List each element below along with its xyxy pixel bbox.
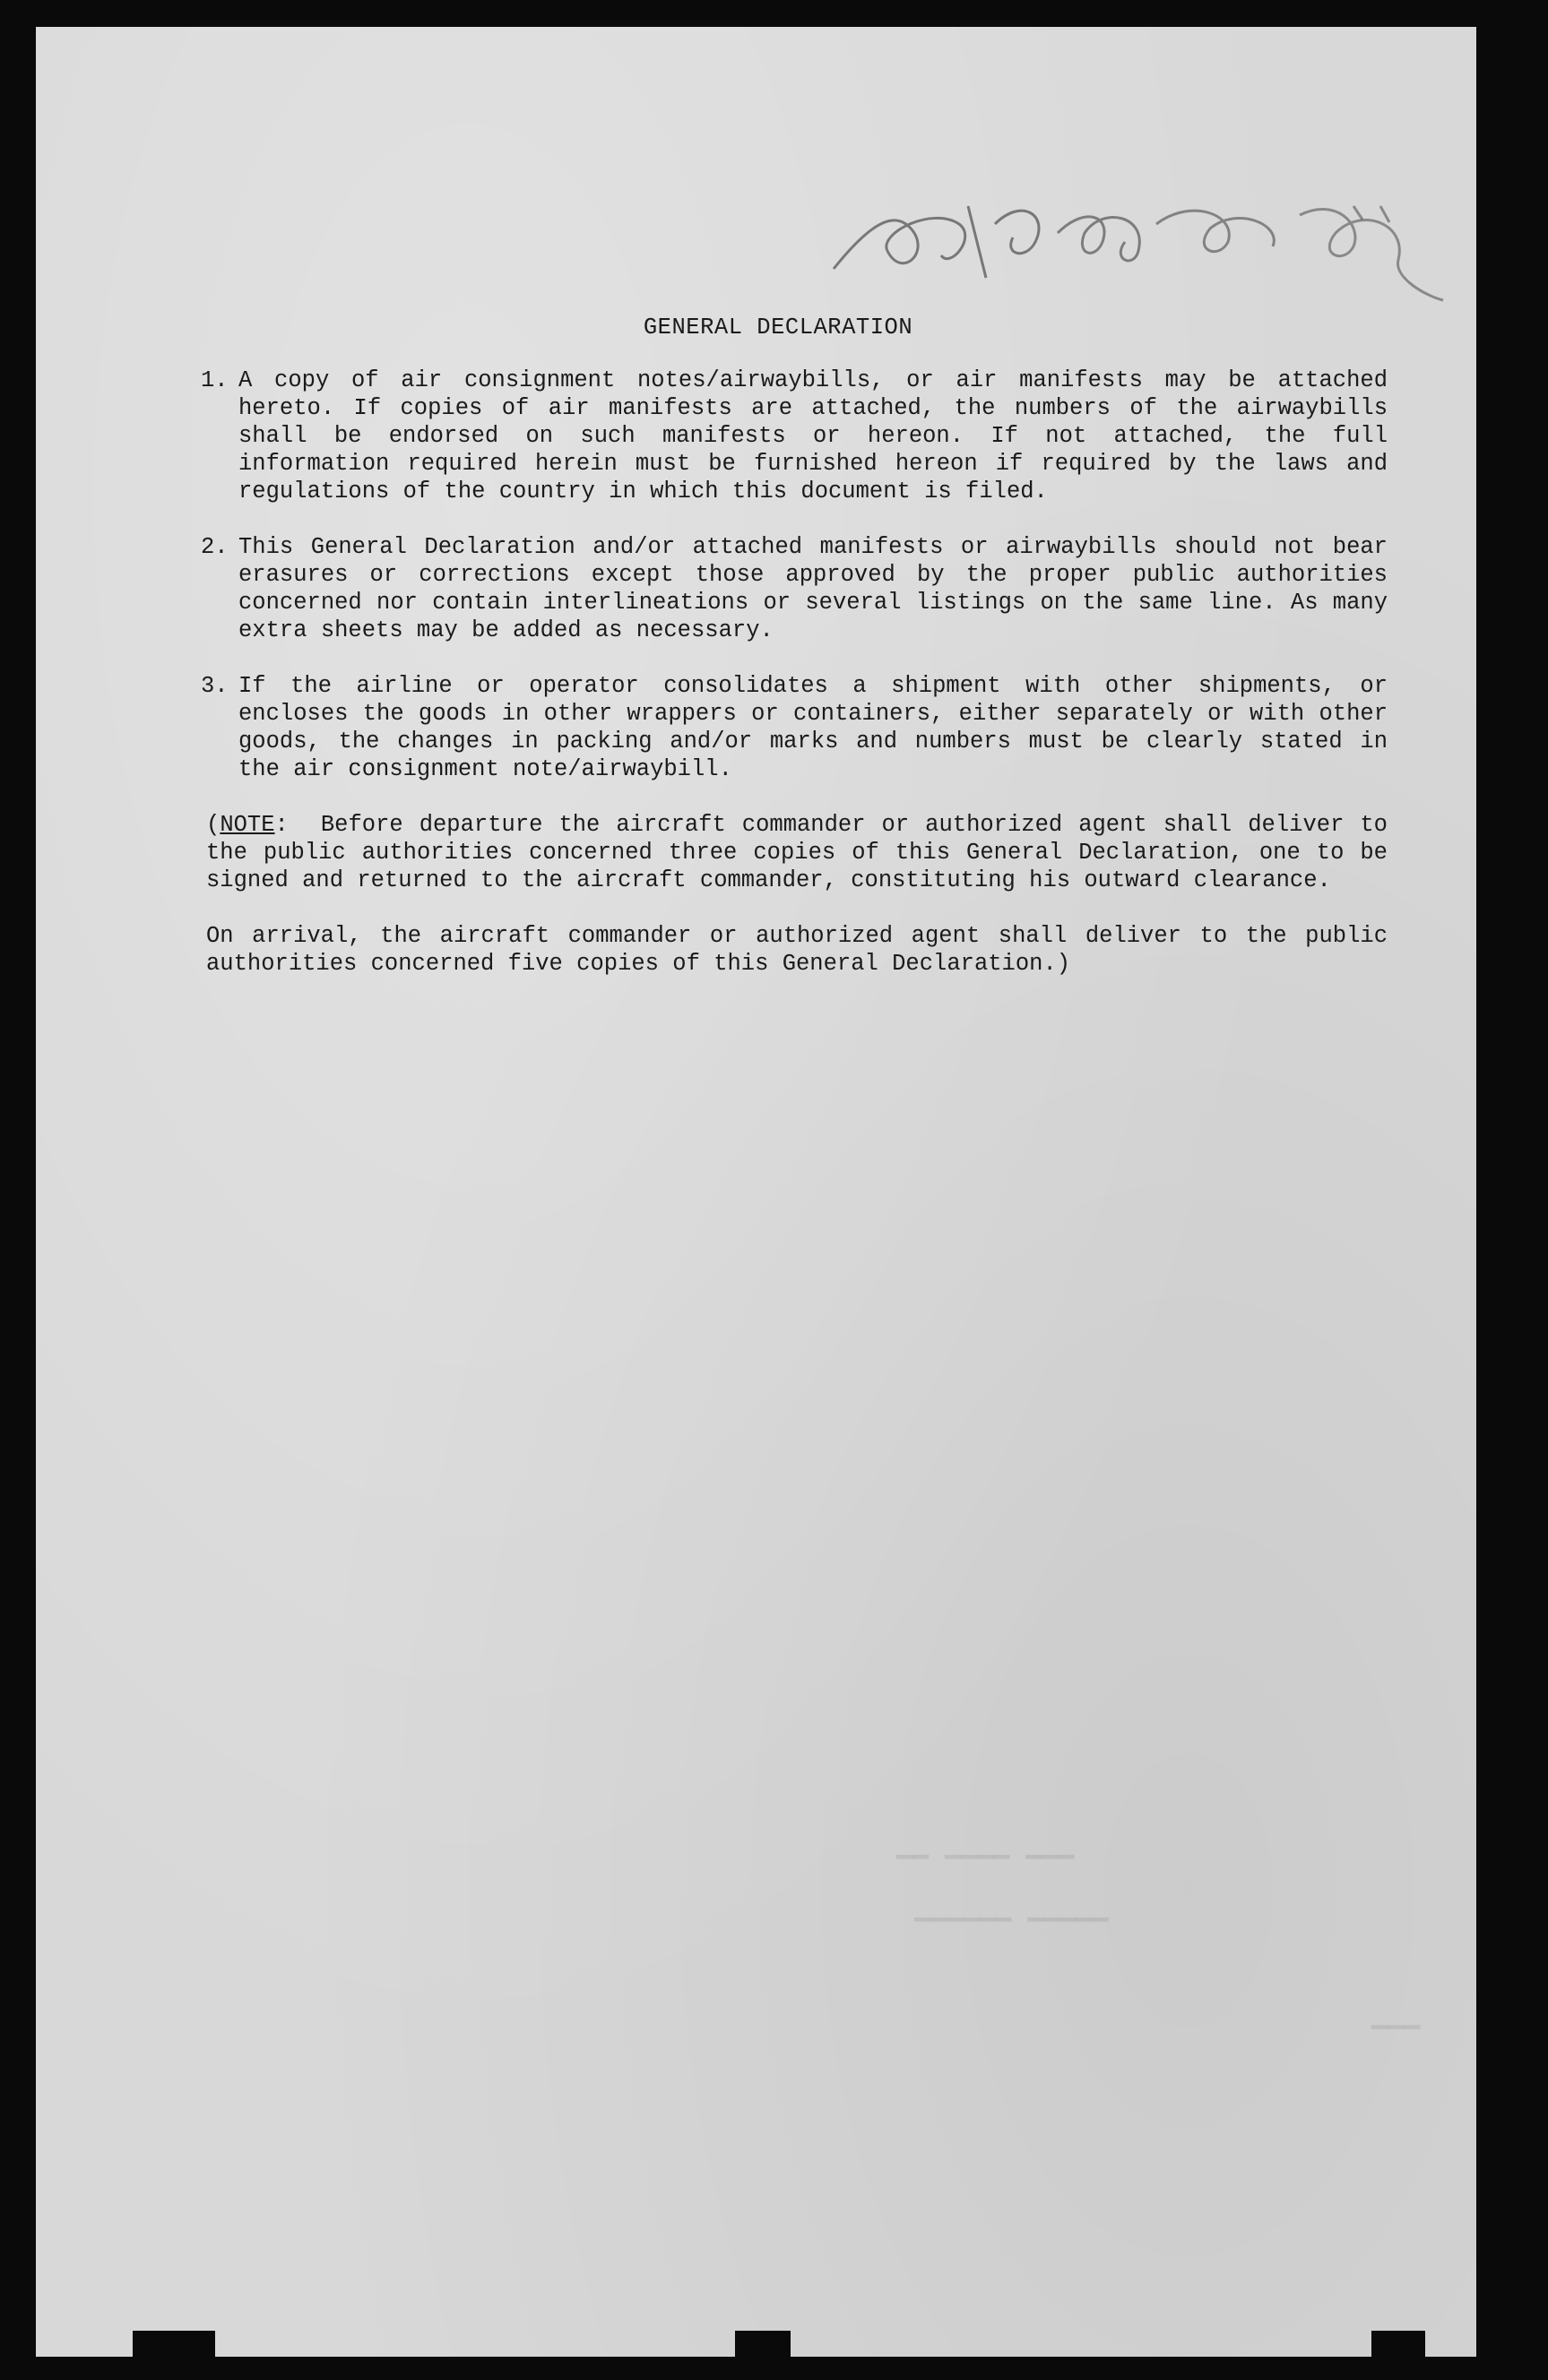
note-label: NOTE (220, 812, 275, 838)
instruction-item-1 (169, 366, 1388, 505)
item-number: 3. (201, 673, 229, 699)
bleedthrough-text: ▁▁▁▁▁ ▁▁▁▁▁▁ (914, 1893, 1109, 1924)
signature-scrawl-icon (816, 170, 1461, 305)
note-separator: : (274, 812, 289, 838)
note-departure-text: Before departure the aircraft commander or authorized agent shall deliver to the public authorities concerned three copies of this General Declaration, one to be signed and returned to the aircraft commander, constituting his outward clearance. (206, 812, 1388, 893)
scan-edge-mark (1371, 2331, 1425, 2380)
note-arrival: On arrival, the aircraft commander or authorized agent shall deliver to the public authorities concerned five copies of this General Declaration.) (206, 923, 1388, 977)
document-title: GENERAL DECLARATION (643, 315, 913, 341)
item-text: This General Declaration and/or attached manifests or airwaybills should not bear erasures or corrections except those approved by the proper public authorities concerned nor contain interlineations or several listings on the same line. As many extra sheets may be added as necessary. (238, 534, 1388, 643)
instruction-item-3 (169, 672, 1388, 783)
bleedthrough-text: ▁▁▁ ▁▁▁▁ ▁▁ (896, 1831, 1075, 1861)
bleedthrough-text: ▁▁▁ (1371, 2001, 1421, 2031)
scan-edge-mark (735, 2331, 791, 2380)
note-open-paren: ( (206, 812, 221, 838)
scan-edge-mark (133, 2331, 215, 2380)
note-section (206, 811, 1388, 978)
handwritten-signature (816, 170, 1461, 305)
item-number: 2. (201, 534, 229, 560)
instruction-item-2 (169, 533, 1388, 644)
document-page (36, 27, 1476, 2357)
item-text: If the airline or operator consolidates a shipment with other shipments, or encloses the goods in other wrappers or containers, either separately or with other goods, the changes in packing and/or marks and numbers must be clearly stated in the air consignment note/airwaybill. (238, 673, 1388, 782)
declaration-body (169, 314, 1388, 1005)
item-number: 1. (201, 367, 229, 393)
note-departure (206, 811, 1388, 894)
item-text: A copy of air consignment notes/airwaybills, or air manifests may be attached hereto. If copies of air manifests are attached, the numbers of the airwaybills shall be endorsed on such manifests or hereon. If not attached, the full information required herein must be furnished hereon if required by the laws and regulations of the country in which this document is filed. (238, 367, 1388, 504)
